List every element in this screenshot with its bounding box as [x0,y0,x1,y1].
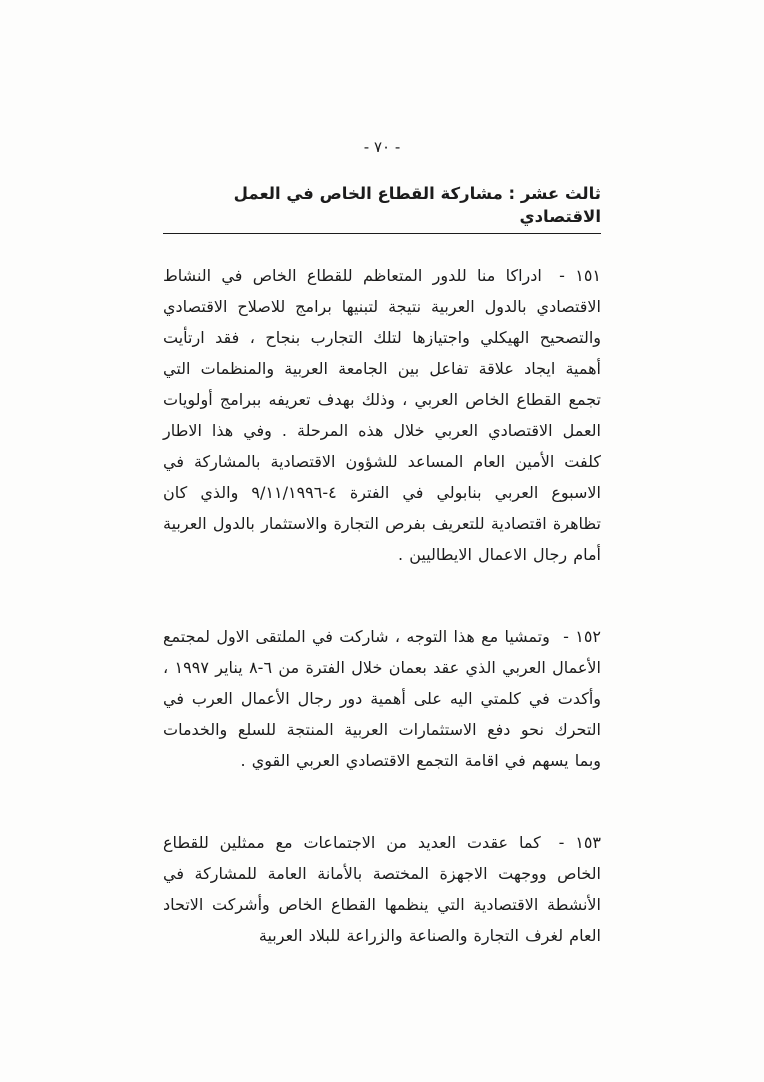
paragraph-text: ادراكا منا للدور المتعاظم للقطاع الخاص في النشاط الاقتصادي بالدول العربية نتيجة لتبنيها برامج للاصلاح الاقتصادي والتصحيح الهيكلي واجتيازها لتلك التجارب بنجاح ، فقد ارتأيت أهمية ايجاد علاقة تفاعل بين الجامعة العربية والمنظمات التي تجمع القطاع الخاص العربي ، وذلك بهدف تعريفه ببرامج أولويات العمل الاقتصادي العربي خلال هذه المرحلة . وفي هذا الاطار كلفت الأمين العام المساعد للشؤون الاقتصادية بالمشاركة في الاسبوع العربي بنابولي في الفترة ٤-٩/١١/١٩٩٦ والذي كان تظاهرة اقتصادية للتعريف بفرص التجارة والاستثمار بالدول العربية أمام رجال الاعمال الايطاليين . [163,266,601,565]
content-column [163,138,601,951]
paragraph [163,621,601,776]
paragraph-text: كما عقدت العديد من الاجتماعات مع ممثلين للقطاع الخاص ووجهت الاجهزة المختصة بالأمانة العامة للمشاركة في الأنشطة الاقتصادية التي ينظمها القطاع الخاص وأشركت الاتحاد العام لغرف التجارة والصناعة والزراعة للبلاد العربية [163,833,601,946]
paragraph-text: وتمشيا مع هذا التوجه ، شاركت في الملتقى الاول لمجتمع الأعمال العربي الذي عقد بعمان خلال الفترة من ٦-٨ يناير ١٩٩٧ ، وأكدت في كلمتي اليه على أهمية دور رجال الأعمال العرب في التحرك نحو دفع الاستثمارات العربية المنتجة للسلع والخدمات وبما يسهم في اقامة التجمع الاقتصادي العربي القوي . [163,627,602,771]
paragraph-number: ١٥١ - [559,266,602,286]
page-number: - ٧٠ - [363,138,401,156]
paragraph-number: ١٥٣ - [558,833,601,853]
paragraph-number: ١٥٢ - [563,627,602,647]
paragraph [163,260,601,570]
section-heading: ثالث عشر : مشاركة القطاع الخاص في العمل الاقتصادي [163,182,601,234]
paragraph [163,827,601,951]
heading-row [163,182,601,260]
